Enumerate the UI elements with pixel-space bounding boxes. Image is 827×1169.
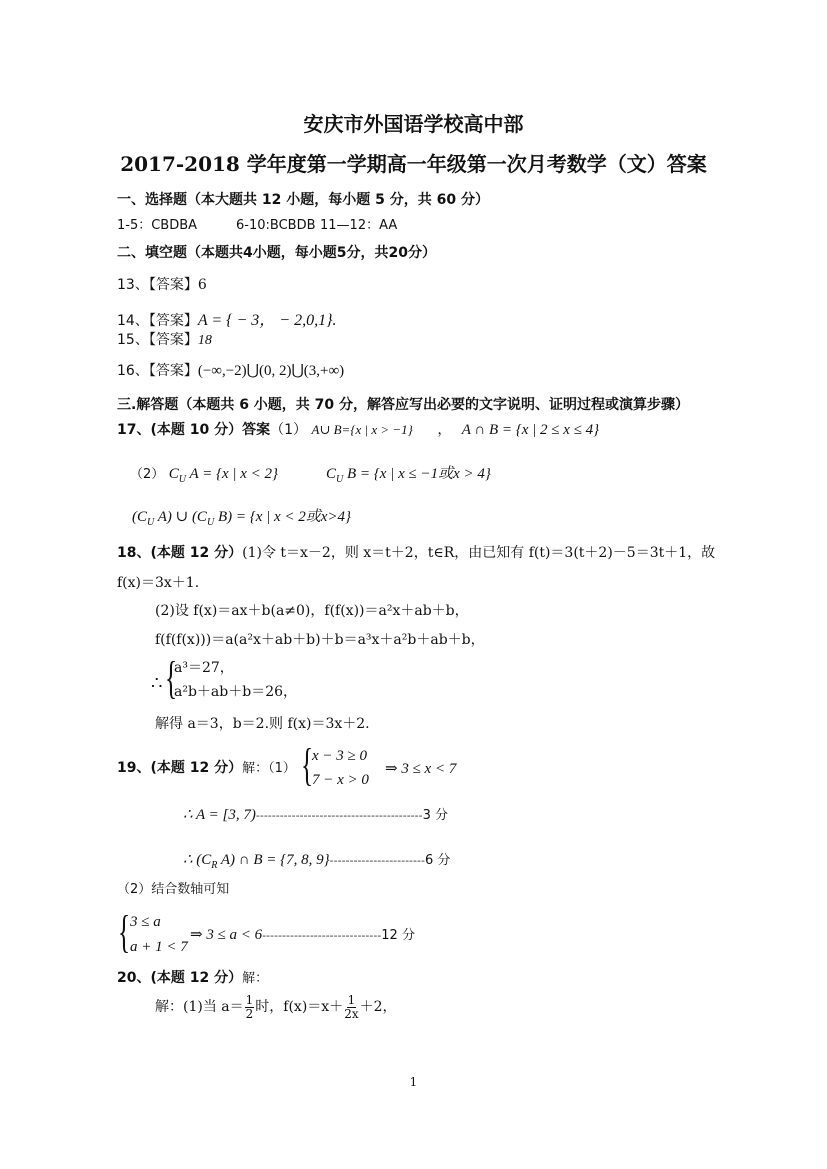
q17-part2-label: （2） — [130, 467, 165, 482]
q20-frac2-den: 2x — [344, 1006, 359, 1021]
q19-system2-ineq2: a + 1 < 7 — [130, 939, 188, 955]
q17-part2-row — [130, 465, 278, 487]
q20-fraction-a — [245, 994, 255, 1020]
q19-a-row — [183, 806, 448, 825]
section1-heading: 一、选择题（本大题共 12 小题，每小题 5 分，共 60 分） — [117, 192, 489, 208]
q17-complement-b-row — [326, 465, 491, 487]
q20-label-row — [117, 970, 268, 988]
q17-cub-set: B = {x | x ≤ −1或x > 4} — [343, 466, 491, 482]
q14-row — [117, 311, 337, 331]
q20-solve: 解： — [242, 971, 269, 986]
q18-therefore: ∴ — [151, 673, 163, 694]
q19-system-ineq1: x − 3 ≥ 0 — [312, 748, 368, 764]
q19-label: 19、(本题 12 分） — [117, 760, 243, 776]
q17-combo-mid: A) ∪ (C — [154, 509, 207, 525]
q17-complement-b — [326, 466, 491, 485]
q19-system2-ineq1: 3 ≤ a — [130, 914, 161, 930]
q19-b-result — [183, 852, 330, 871]
q17-combo-sub2: U — [206, 517, 215, 528]
q17-label: 17、(本题 10 分）答案 — [117, 422, 271, 438]
q19-c-dashes: ------------------------------ — [262, 929, 382, 942]
q20-line-pre: 解：(1)当 a＝ — [155, 999, 244, 1016]
section3-heading: 三.解答题（本题共 6 小题，共 70 分，解答应写出必要的文字说明、证明过程或演算步骤） — [117, 397, 690, 413]
section2-heading: 二、填空题（本题共4小题，每小题5分，共20分） — [117, 245, 436, 261]
q19-system-brace: { — [300, 739, 314, 790]
q20-frac2-num: 1 — [347, 993, 356, 1007]
q17-cua-subscript: U — [178, 474, 186, 485]
q17-combined-answer — [132, 509, 352, 528]
page-number: 1 — [409, 1075, 418, 1089]
q16-row — [117, 362, 344, 381]
q17-part1-label: （1） — [270, 422, 308, 438]
q14-answer: A = { − 3， − 2,0,1}. — [197, 312, 337, 329]
q16-label: 16、【答案】 — [117, 363, 198, 379]
q19-a-dashes: ------------------------------------------ — [255, 809, 423, 822]
q17-union-answer: A∪ B={x | x > −1} — [311, 422, 413, 437]
q17-part1-row — [117, 421, 599, 440]
q18-system-eq1: a³＝27， — [174, 660, 234, 676]
q17-cua-set: A = {x | x < 2} — [185, 466, 279, 482]
q20-frac1-num: 1 — [245, 993, 254, 1007]
q17-combo-rest: B) = {x | x < 2或x>4} — [214, 509, 352, 525]
q15-answer: 18 — [197, 333, 212, 348]
q17-cub-subscript: U — [336, 474, 344, 485]
q19-a-score: 3 分 — [422, 808, 448, 823]
q13-answer: 6 — [197, 277, 207, 293]
q13-label: 13、【答案】 — [117, 277, 198, 293]
q20-line1 — [155, 994, 397, 1020]
q17-cua-symbol: C — [168, 466, 179, 482]
school-title: 安庆市外国语学校高中部 — [303, 112, 524, 136]
q19-a-result: ∴ A = [3, 7) — [183, 807, 256, 823]
q16-answer: (−∞,−2)⋃(0, 2)⋃(3,+∞) — [197, 363, 345, 379]
q20-label: 20、(本题 12 分） — [117, 970, 243, 986]
q18-line4: f(f(f(x)))＝a(a²x＋ab＋b)＋b＝a³x＋a²b＋ab＋b， — [155, 632, 485, 648]
q20-line-end: ＋2， — [359, 999, 397, 1016]
q15-row — [117, 332, 212, 350]
q19-b-dashes: ------------------------ — [329, 854, 425, 867]
q17-complement-a — [168, 466, 279, 485]
q14-label: 14、【答案】 — [117, 313, 198, 329]
q18-line5: 解得 a＝3，b＝2.则 f(x)＝3x＋2. — [155, 716, 370, 732]
q19-b-score: 6 分 — [424, 853, 451, 868]
section1-answers-11-12: 11—12：AA — [320, 218, 398, 233]
q17-combo-open: (C — [132, 509, 147, 525]
q19-label-row — [117, 760, 296, 778]
q18-system-brace: { — [164, 652, 178, 703]
section1-answers-6-10: 6-10:BCBDB — [236, 218, 316, 233]
q17-combined-row — [132, 508, 351, 530]
q18-system-eq2: a²b＋ab＋b＝26， — [174, 684, 298, 700]
q19-b-rest: A) ∩ B = {7, 8, 9} — [217, 852, 330, 868]
q19-c-score: 12 分 — [381, 928, 415, 943]
q18-label: 18、(本题 12 分） — [117, 545, 243, 561]
q13-row — [117, 277, 207, 295]
q20-fraction-x — [344, 994, 358, 1020]
q19-b-row — [183, 851, 450, 873]
q15-label: 15、【答案】 — [117, 332, 198, 348]
q19-system2-brace: { — [117, 906, 131, 957]
q18-line1: (1)令 t＝x－2，则 x＝t＋2，t∈R，由已知有 f(t)＝3(t＋2)－5＝3t＋1，故 — [242, 545, 716, 561]
q19-b-subscript: R — [211, 860, 218, 871]
q19-b-open: ∴ (C — [183, 852, 212, 868]
q19-implies2: ⇒ 3 ≤ a < 6 — [190, 927, 263, 943]
q19-c-row — [190, 926, 415, 945]
q18-line3: (2)设 f(x)＝ax＋b(a≠0)，f(f(x))＝a²x＋ab＋b， — [155, 603, 469, 619]
q19-implies: ⇒ 3 ≤ x < 7 — [385, 761, 457, 777]
q19-part2-label: （2）结合数轴可知 — [117, 882, 230, 897]
q17-intersection-answer: A ∩ B = {x | 2 ≤ x ≤ 4} — [461, 422, 600, 438]
section1-answers-1-5: 1-5：CBDBA — [117, 218, 198, 233]
q18-row1 — [117, 545, 715, 563]
q19-system-ineq2: 7 − x > 0 — [312, 772, 369, 788]
q20-frac1-den: 2 — [245, 1006, 254, 1021]
q17-separator: ， — [437, 422, 452, 438]
q20-line-mid: 时，f(x)＝x＋ — [255, 999, 344, 1016]
q17-combo-sub1: U — [147, 517, 155, 528]
q19-solve: 解：（1） — [242, 761, 296, 776]
q18-line2: f(x)＝3x＋1. — [117, 575, 200, 591]
q17-cub-symbol: C — [326, 466, 337, 482]
exam-title: 2017-2018 学年度第一学期高一年级第一次月考数学（文）答案 — [120, 152, 707, 176]
